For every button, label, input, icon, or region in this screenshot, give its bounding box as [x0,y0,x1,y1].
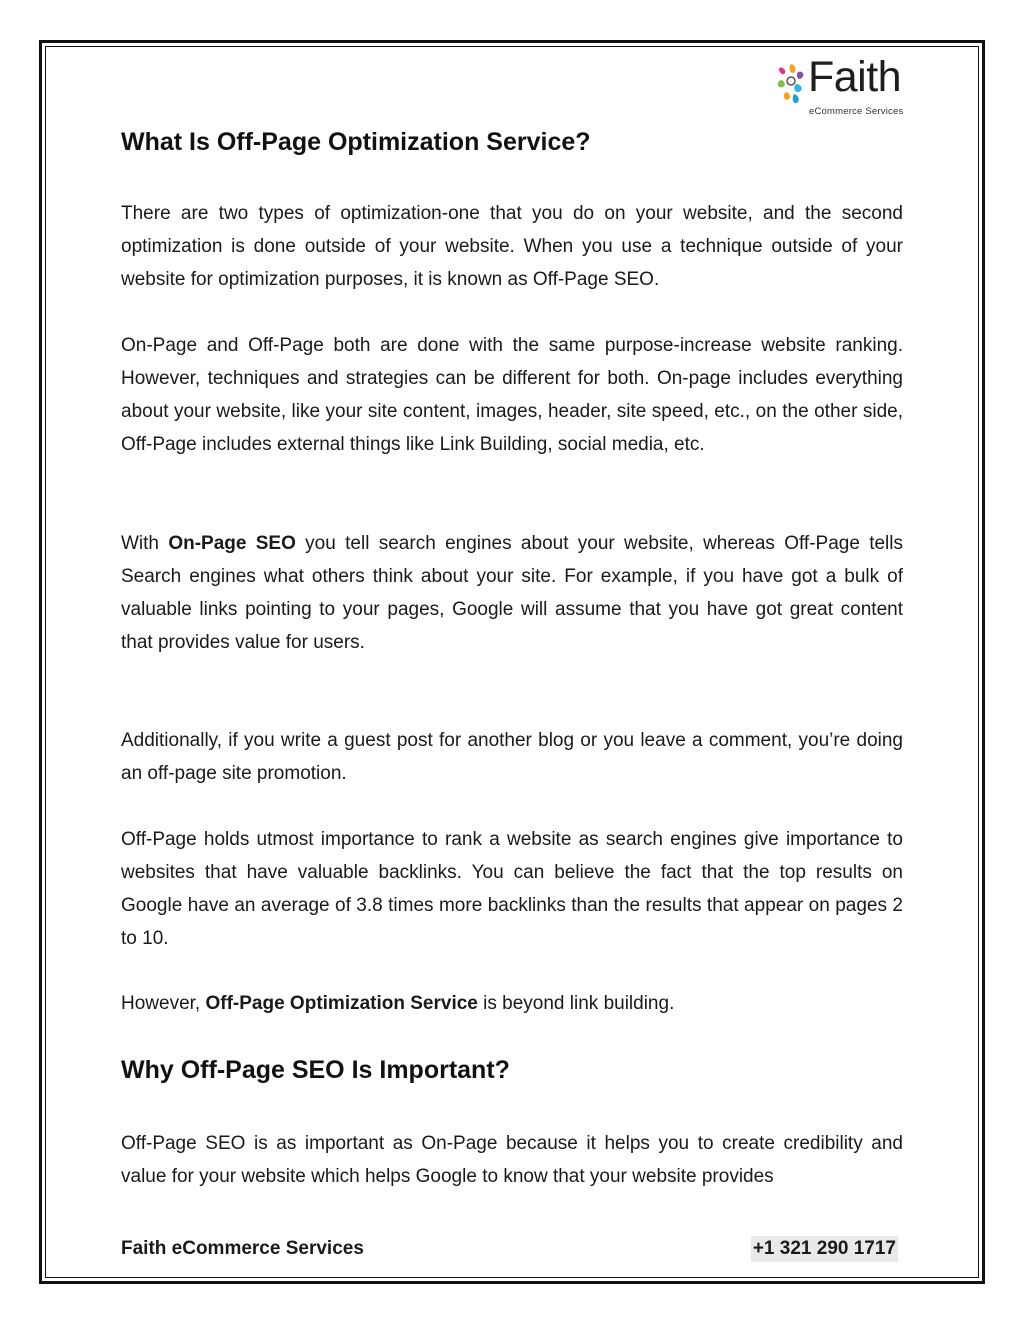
section-heading-off-page: What Is Off-Page Optimization Service? [121,128,591,156]
paragraph-6-bold: Off-Page Optimization Service [205,993,478,1014]
paragraph-2: On-Page and Off-Page both are done with the same purpose-increase website ranking. However, techniques and strategies can be different for both. On-page includes everything about your website, like your site content, images, header, site speed, etc., on the other side, Off-Page includes external things like Link Building, social media, etc. [121,335,903,455]
paragraph-4: Additionally, if you write a guest post for another blog or you leave a comment, you’re doing an off-page site promotion. [121,730,903,784]
flower-logo-icon [776,62,806,108]
page-footer [121,1236,903,1266]
paragraph-6-text-a: However, [121,993,206,1014]
paragraph-5: Off-Page holds utmost importance to rank a website as search engines give importance to websites that have valuable backlinks. You can believe the fact that the top results on Google have an average of 3.8 times more backlinks than the results that appear on pages 2 to 10. [121,829,903,949]
logo-wordmark: Faith [808,53,902,101]
logo-tagline: eCommerce Services [809,106,904,117]
paragraph-7: Off-Page SEO is as important as On-Page because it helps you to create credibility and value for your website which helps Google to know that your website provides [121,1133,903,1187]
paragraph-3-text-b: you tell search engines about your website, whereas Off-Page tells Search engines what others think about your site. For example, if you have got a bulk of valuable links pointing to your pages, Google will assume that you have got great content that provides value for users. [121,533,903,653]
paragraph-6 [121,987,903,1020]
section-heading-why-important: Why Off-Page SEO Is Important? [121,1056,510,1084]
company-logo [776,53,926,120]
paragraph-6-text-b: is beyond link building. [477,993,675,1014]
footer-company: Faith eCommerce Services [121,1238,364,1259]
paragraph-3 [121,527,903,659]
paragraph-1: There are two types of optimization-one that you do on your website, and the second optimization is done outside of your website. When you use a technique outside of your website for optimization purposes, it is known as Off-Page SEO. [121,203,903,290]
paragraph-3-bold: On-Page SEO [168,533,296,554]
paragraph-3-text-a: With [121,533,169,554]
footer-phone: +1 321 290 1717 [751,1236,898,1262]
